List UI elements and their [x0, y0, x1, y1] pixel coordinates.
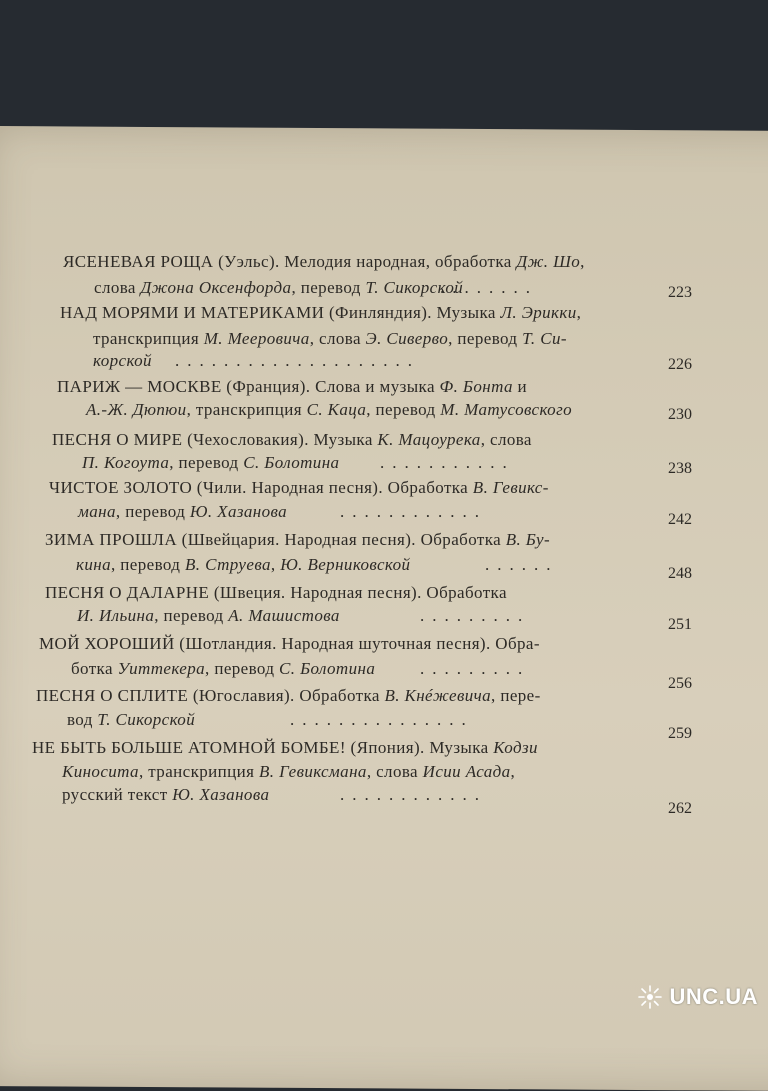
toc-entry-line	[71, 659, 375, 679]
leader-dots: ............	[340, 502, 487, 521]
toc-text: ,	[580, 252, 585, 271]
toc-entry-line	[77, 606, 340, 626]
toc-name-italic: В. Гевиксмана	[259, 762, 367, 781]
toc-text: , слова	[480, 430, 532, 449]
toc-name-italic: Ф. Бонта	[439, 377, 513, 396]
toc-name-italic: А. Машистова	[228, 606, 340, 625]
toc-name-italic: корской	[93, 351, 152, 370]
toc-text: , перевод	[205, 659, 280, 678]
toc-text: ЗИМА ПРОШЛА (Швейцария. Народная песня). Обработка	[45, 530, 506, 549]
page-number: 262	[668, 800, 692, 817]
leader-dots: ...........	[380, 453, 515, 472]
toc-name-italic: С. Болотина	[279, 659, 376, 678]
toc-name-italic: К. Мацоурека	[377, 430, 481, 449]
toc-text: ПЕСНЯ О МИРЕ (Чехословакия). Музыка	[52, 430, 378, 449]
toc-name-italic: мана	[78, 502, 116, 521]
toc-text: , перевод	[111, 555, 186, 574]
page-number: 242	[668, 511, 692, 528]
toc-name-italic: С. Болотина	[243, 453, 340, 472]
page-number: 251	[668, 616, 692, 633]
toc-text: , слова	[309, 329, 366, 348]
toc-text: , пере-	[491, 686, 541, 705]
toc-name-italic: П. Когоута	[82, 453, 170, 472]
toc-name-italic: Т. Сикорской	[97, 710, 196, 729]
leader-dots: ........	[440, 278, 538, 297]
page-number: 230	[668, 406, 692, 423]
toc-entry-line	[49, 478, 549, 498]
toc-entry-line	[93, 329, 567, 349]
toc-text: ЯСЕНЕВАЯ РОЩА (Уэльс). Мелодия народная, обработка	[63, 252, 517, 271]
toc-name-italic: И. Ильина	[77, 606, 155, 625]
toc-entry-line	[67, 710, 195, 730]
toc-entry-line	[36, 686, 541, 706]
toc-entry-line	[45, 530, 550, 550]
toc-text: МОЙ ХОРОШИЙ (Шотландия. Народная шуточная песня). Обра-	[39, 634, 540, 653]
page-number: 226	[668, 356, 692, 373]
toc-name-italic: Т. Си-	[522, 329, 567, 348]
toc-text: ,	[270, 555, 281, 574]
toc-text: ботка	[71, 659, 118, 678]
toc-entry-line	[39, 634, 540, 654]
leader-dots: .........	[420, 606, 531, 625]
toc-text: НЕ БЫТЬ БОЛЬШЕ АТОМНОЙ БОМБЕ! (Япония). Музыка	[32, 738, 494, 757]
toc-text: , перевод	[169, 453, 244, 472]
page-number: 223	[668, 284, 692, 301]
toc-name-italic: Джона Оксенфорда	[140, 278, 292, 297]
page-number: 259	[668, 725, 692, 742]
toc-text: слова	[94, 278, 141, 297]
leader-dots: ....................	[175, 351, 420, 370]
toc-text: , транскрипция	[186, 400, 307, 419]
leader-dots: .........	[420, 659, 531, 678]
toc-entry-line	[57, 377, 527, 397]
toc-entry-line	[86, 400, 572, 420]
toc-name-italic: М. Матусовского	[440, 400, 573, 419]
toc-name-italic: кина	[76, 555, 111, 574]
leader-dots: ......	[485, 555, 559, 574]
toc-name-italic: В. Струева	[185, 555, 271, 574]
page-number: 256	[668, 675, 692, 692]
toc-name-italic: С. Каца	[306, 400, 367, 419]
toc-entry-line	[63, 252, 585, 272]
toc-entry-line	[82, 453, 339, 473]
toc-entry-line	[52, 430, 532, 450]
toc-entry-line	[32, 738, 538, 758]
toc-text: и	[512, 377, 528, 396]
toc-name-italic: М. Мееровича	[203, 329, 310, 348]
toc-text: ЧИСТОЕ ЗОЛОТО (Чили. Народная песня). Обработка	[49, 478, 473, 497]
toc-text: ,	[576, 303, 582, 322]
toc-entry-line	[78, 502, 287, 522]
toc-name-italic: Ю. Хазанова	[172, 785, 270, 804]
toc-text: ПЕСНЯ О ДАЛАРНЕ (Швеция. Народная песня). Обработка	[45, 583, 507, 602]
toc-text: , перевод	[448, 329, 523, 348]
page-number: 238	[668, 460, 692, 477]
watermark	[637, 984, 758, 1010]
toc-name-italic: Л. Эрикки	[500, 303, 577, 322]
toc-text: , транскрипция	[138, 762, 259, 781]
toc-name-italic: Уиттекера	[117, 659, 206, 678]
toc-entry-line	[76, 555, 410, 575]
toc-name-italic: В. Кнéжевича	[384, 686, 492, 705]
toc-text: русский текст	[62, 785, 173, 804]
toc-name-italic: В. Гевикс-	[472, 478, 549, 497]
toc-name-italic: Кодзи	[493, 738, 538, 757]
toc-text: ПЕСНЯ О СПЛИТЕ (Югославия). Обработка	[36, 686, 385, 705]
toc-name-italic: В. Бу-	[505, 530, 551, 549]
toc-text: , перевод	[291, 278, 366, 297]
toc-text: вод	[67, 710, 98, 729]
toc-text: НАД МОРЯМИ И МАТЕРИКАМИ (Финляндия). Музыка	[60, 303, 501, 322]
toc-entry-line	[62, 762, 515, 782]
toc-entry-line	[62, 785, 269, 805]
toc-name-italic: А.-Ж. Дюпюи	[86, 400, 187, 419]
toc-entry-line	[93, 351, 152, 371]
toc-entry-line	[45, 583, 507, 603]
sunburst-icon	[637, 984, 663, 1010]
toc-text: транскрипция	[93, 329, 204, 348]
toc-name-italic: Ю. Верниковской	[280, 555, 411, 574]
toc-text: , перевод	[154, 606, 229, 625]
leader-dots: ...............	[290, 710, 474, 729]
toc-name-italic: Э. Сиверво	[365, 329, 449, 348]
toc-name-italic: Ю. Хазанова	[189, 502, 288, 521]
watermark-text: UNC.UA	[669, 984, 758, 1009]
toc-text: , перевод	[366, 400, 441, 419]
toc-text: , перевод	[115, 502, 190, 521]
toc-entry-line	[94, 278, 463, 298]
toc-name-italic: Дж. Шо	[516, 252, 581, 271]
toc-name-italic: Исии Асада	[422, 762, 511, 781]
toc-text: , слова	[366, 762, 423, 781]
toc-name-italic: Т. Сикорской	[365, 278, 464, 297]
page-number: 248	[668, 565, 692, 582]
toc-entry-line	[60, 303, 581, 323]
leader-dots: ............	[340, 785, 487, 804]
toc-text: ,	[510, 762, 516, 781]
toc-text: ПАРИЖ — МОСКВЕ (Франция). Слова и музыка	[57, 377, 440, 396]
toc-name-italic: Киносита	[62, 762, 139, 781]
